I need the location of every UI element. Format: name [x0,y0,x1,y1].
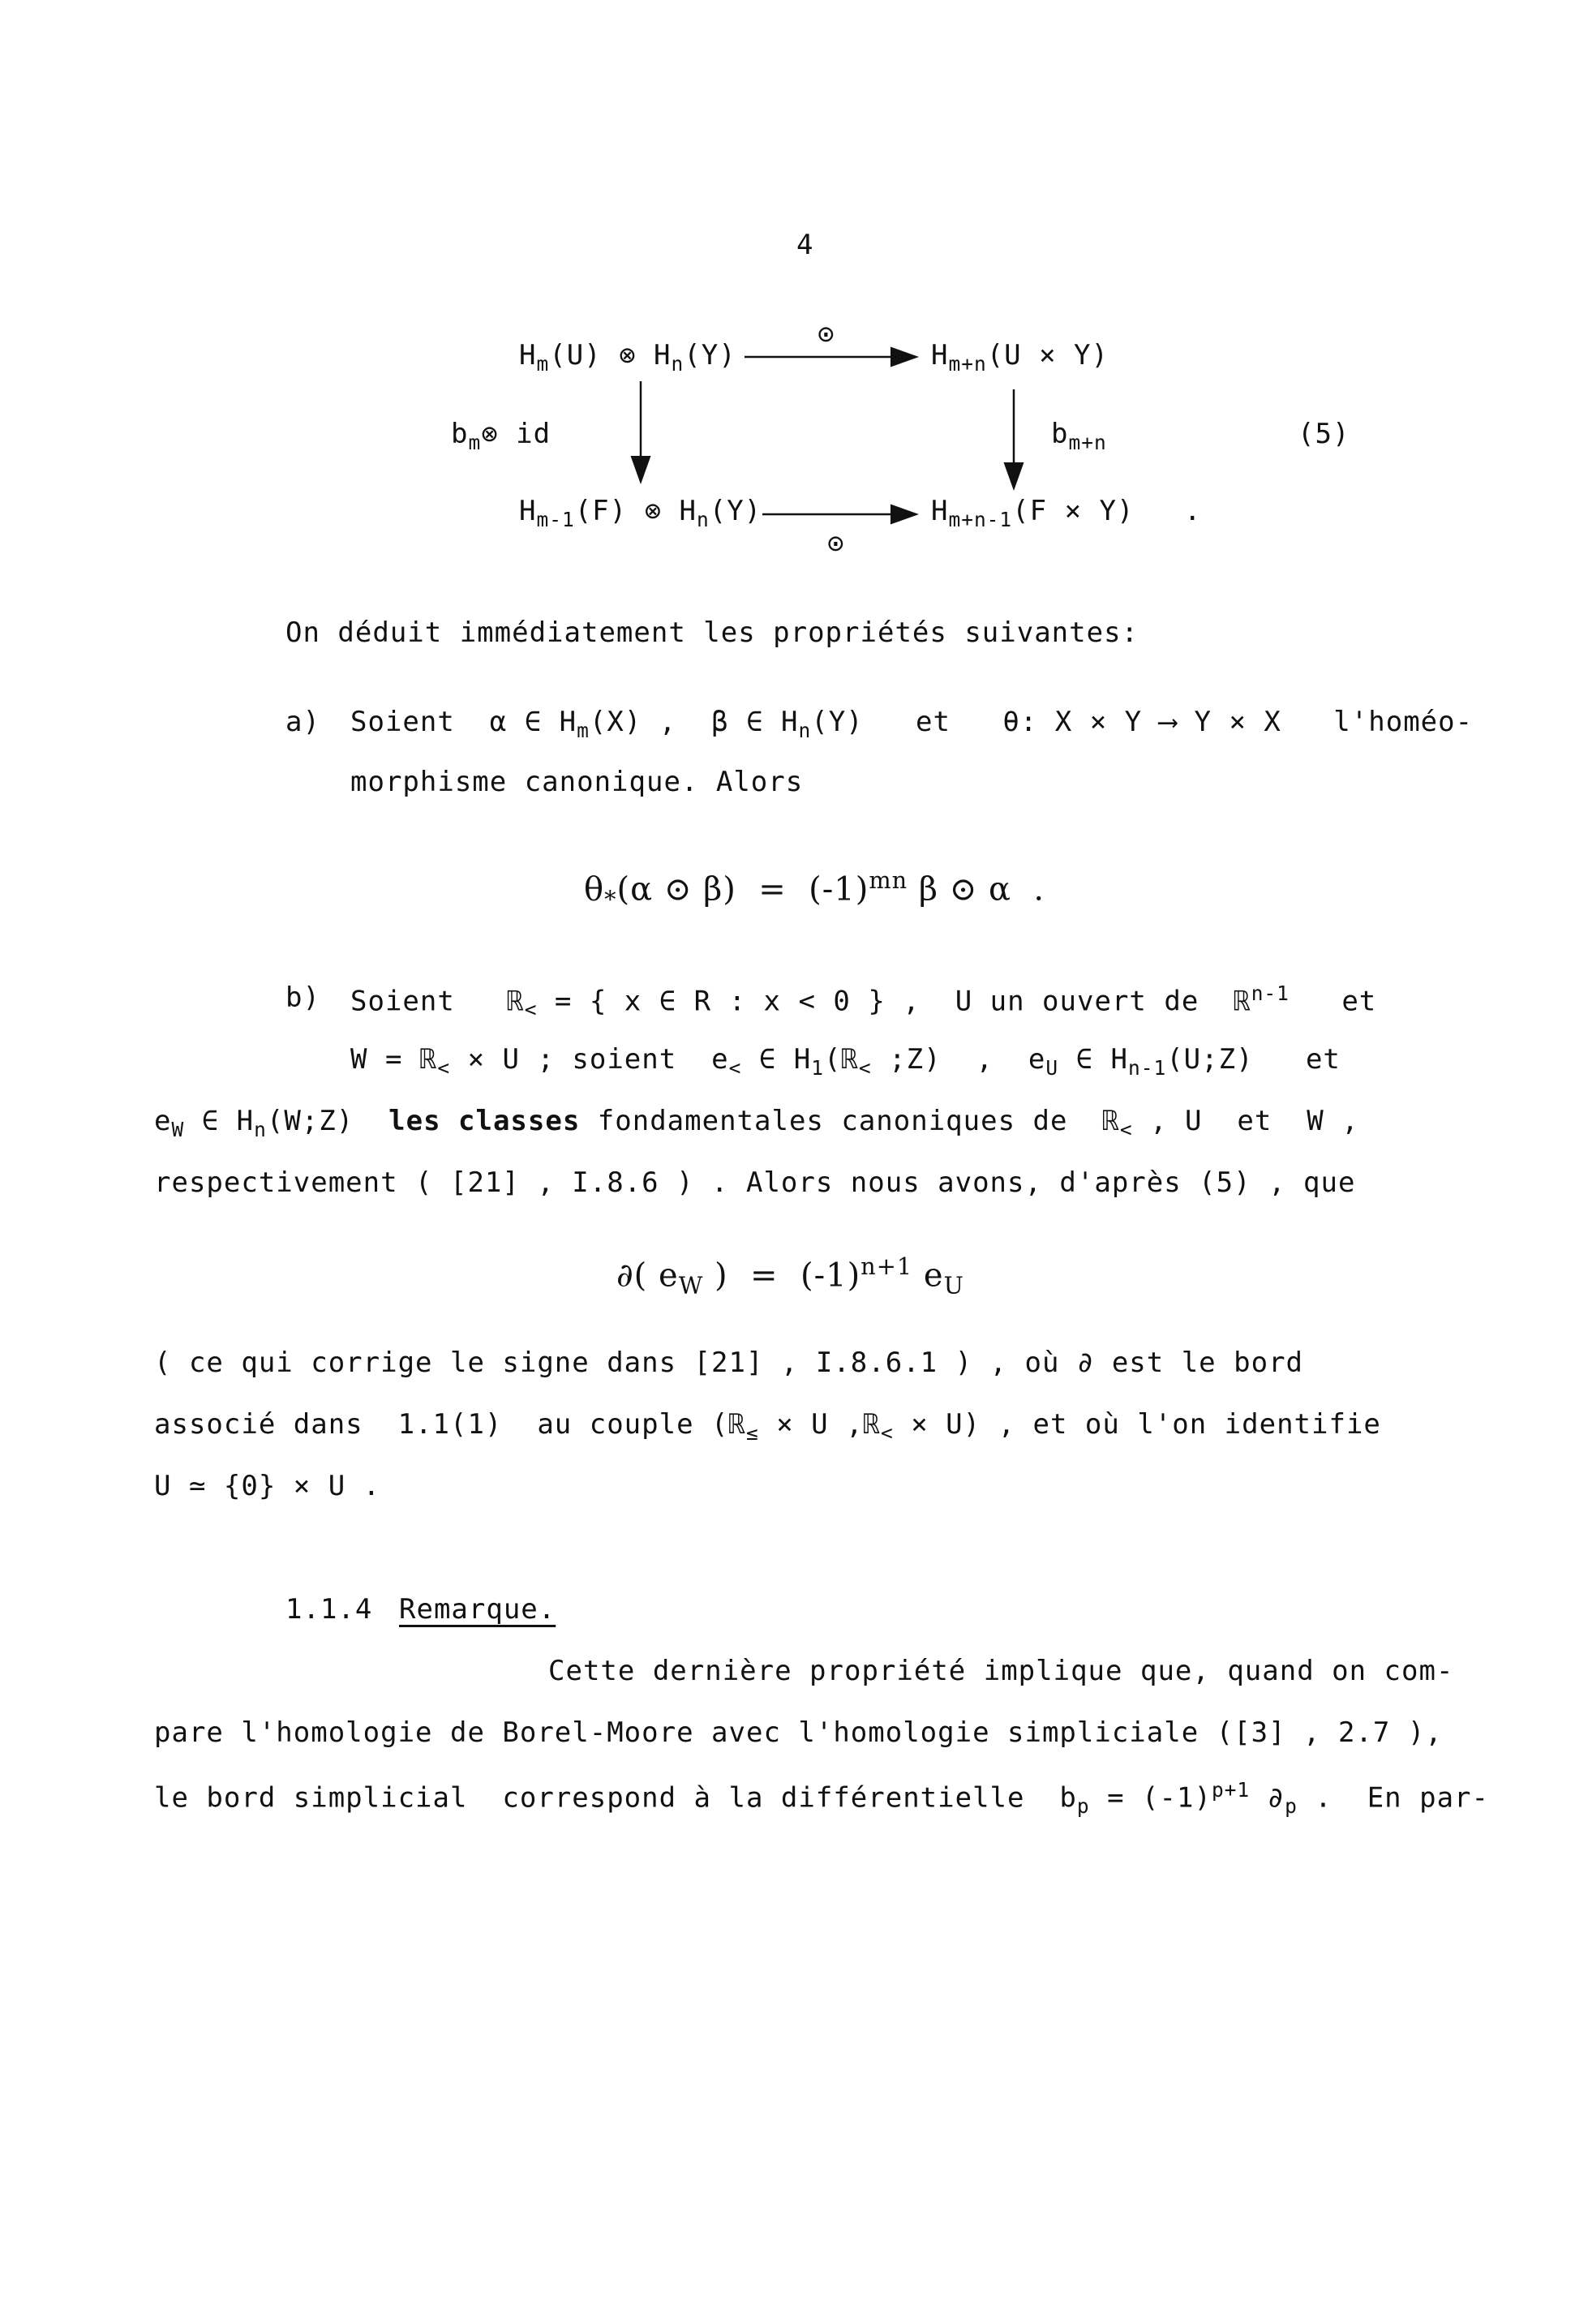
diagram-top-right: $H_{m+n}(U \times Y)$ [931,339,1109,376]
item-a-formula: $\theta_*(\alpha$ ⊙ $\beta) = (-1)^{mn}$ β ⊙ α . [584,866,1045,913]
diagram-period: . [1184,495,1202,527]
item-b-line7: U ≃ {0} × U . [154,1470,381,1502]
item-b-line3: $e_W$ ∈ $H_n(W;Z)$ les classes fondamentales canoniques de ℝ$_<$ , U et W , [154,1105,1359,1141]
diagram-right-label: $b_{m+n}$ [1051,418,1107,454]
page-number: 4 [796,229,814,261]
remark-line3: le bord simplicial correspond à la différentielle $b_p = (-1)^{p+1}$ $\partial_p$ . En par- [154,1778,1489,1819]
equation-number: (5) [1298,418,1350,450]
item-b-line6: associé dans 1.1(1) au couple (ℝ$_\le$ × U ,ℝ$_<$ × U) , et où l'on identifie [154,1408,1381,1445]
item-a-line2: morphisme canonique. Alors [350,766,804,798]
diagram-top-left: $H_m(U)$ ⊗ $H_n(Y)$ [519,339,736,376]
diagram-bottom-left: $H_{m-1}(F)$ ⊗ $H_n(Y)$ [519,495,762,531]
remark-line2: pare l'homologie de Borel-Moore avec l'homologie simpliciale ([3] , 2.7 ), [154,1716,1443,1749]
item-a-label: a) [285,706,320,738]
item-b-formula: ∂( $e_W$ ) = $(-1)^{n+1}$ $e_U$ [616,1252,964,1299]
diagram-left-label: $b_m\otimes$ id [451,418,551,454]
remark-title: Remarque. [399,1593,556,1626]
item-b-line5: ( ce qui corrige le signe dans [21] , I.8.6.1 ) , où ∂ est le bord [154,1347,1304,1379]
item-b-line4: respectivement ( [21] , I.8.6 ) . Alors nous avons, d'après (5) , que [154,1166,1356,1199]
remark-line1: Cette dernière propriété implique que, quand on com- [548,1655,1454,1687]
item-a-line1: Soient α ∈ $H_m(X)$ , β ∈ $H_n(Y)$ et θ: X × Y ⟶ Y × X l'homéo- [350,706,1474,742]
item-b-line2: W = ℝ$_<$ × U ; soient $e_<$ ∈ $H_1(ℝ_<$ ;Z) , $e_U$ ∈ $H_{n-1}(U;Z)$ et [350,1043,1341,1080]
item-b-line1: Soient ℝ$_<$ = { x ∈ R : x < 0 } , U un ouvert de ℝ$^{n-1}$ et [350,982,1377,1022]
remark-number: 1.1.4 [285,1593,373,1626]
diagram-arrows [0,0,1575,584]
diagram-bottom-right: $H_{m+n-1}(F \times Y)$ [931,495,1135,531]
top-arrow-label: ⊙ [818,318,835,350]
intro-text: On déduit immédiatement les propriétés suivantes: [285,616,1139,649]
item-b-label: b) [285,982,320,1014]
bottom-arrow-label: ⊙ [827,527,845,560]
